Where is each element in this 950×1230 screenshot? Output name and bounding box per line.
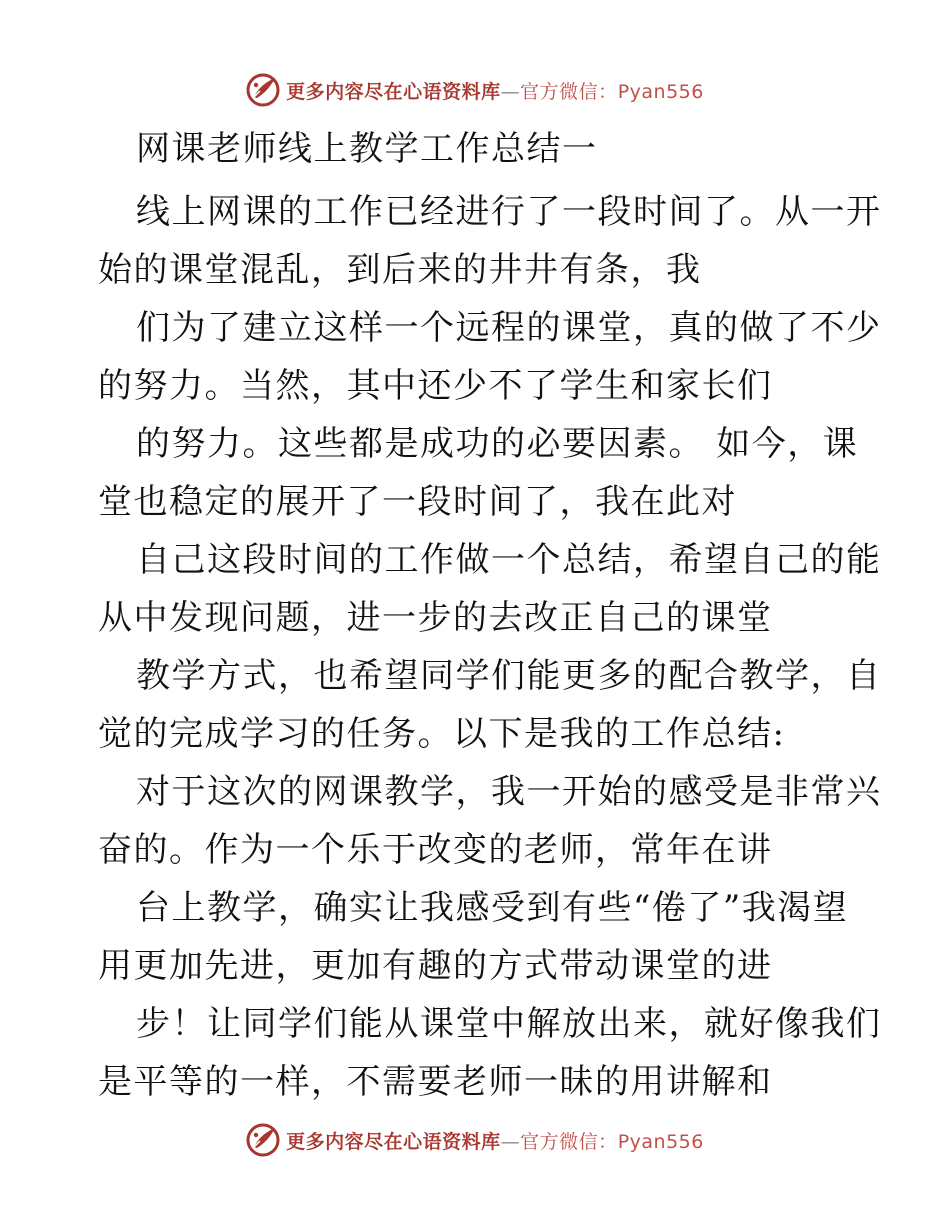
text-line: 的努力。当然，其中还少不了学生和家长们	[98, 366, 773, 406]
text-line: 是平等的一样，不需要老师一昧的用讲解和	[98, 1062, 773, 1102]
quill-logo-icon	[246, 1123, 280, 1157]
footer-brand-text: 更多内容尽在心语资料库	[286, 1130, 501, 1153]
footer-banner	[0, 1120, 950, 1160]
document-title: 网课老师线上教学工作总结一	[136, 129, 598, 169]
header-wechat-id: Pyan556	[617, 80, 704, 103]
header-banner-text	[286, 77, 704, 104]
text-line: 教学方式，也希望同学们能更多的配合教学，自	[136, 656, 882, 696]
text-line: 觉的完成学习的任务。以下是我的工作总结:	[98, 714, 786, 754]
footer-wechat-id: Pyan556	[617, 1130, 704, 1153]
text-line: 奋的。作为一个乐于改变的老师，常年在讲	[98, 830, 773, 870]
footer-wechat-label: 官方微信：	[520, 1130, 618, 1153]
footer-banner-text	[286, 1127, 704, 1154]
header-wechat-label: 官方微信：	[520, 80, 618, 103]
text-line: 的努力。这些都是成功的必要因素。 如今，课	[136, 424, 859, 464]
header-banner	[0, 70, 950, 110]
text-line: 自己这段时间的工作做一个总结，希望自己的能	[136, 540, 882, 580]
text-line: 从中发现问题，进一步的去改正自己的课堂	[98, 598, 773, 638]
text-line: 用更加先进，更加有趣的方式带动课堂的进	[98, 946, 773, 986]
text-line: 们为了建立这样一个远程的课堂，真的做了不少	[136, 308, 882, 348]
quill-logo-icon	[246, 73, 280, 107]
text-line: 步！让同学们能从课堂中解放出来，就好像我们	[136, 1004, 882, 1044]
text-line: 对于这次的网课教学，我一开始的感受是非常兴	[136, 772, 882, 812]
text-line: 始的课堂混乱，到后来的井井有条，我	[98, 250, 702, 290]
document-body	[98, 123, 882, 1111]
text-line: 堂也稳定的展开了一段时间了，我在此对	[98, 482, 737, 522]
header-brand-text: 更多内容尽在心语资料库	[286, 80, 501, 103]
paragraph-lines	[98, 183, 882, 1111]
text-line: 台上教学，确实让我感受到有些“倦了”我渴望	[136, 888, 849, 928]
header-separator: —	[500, 80, 521, 103]
footer-separator: —	[500, 1130, 521, 1153]
text-line: 线上网课的工作已经进行了一段时间了。从一开	[136, 192, 882, 232]
